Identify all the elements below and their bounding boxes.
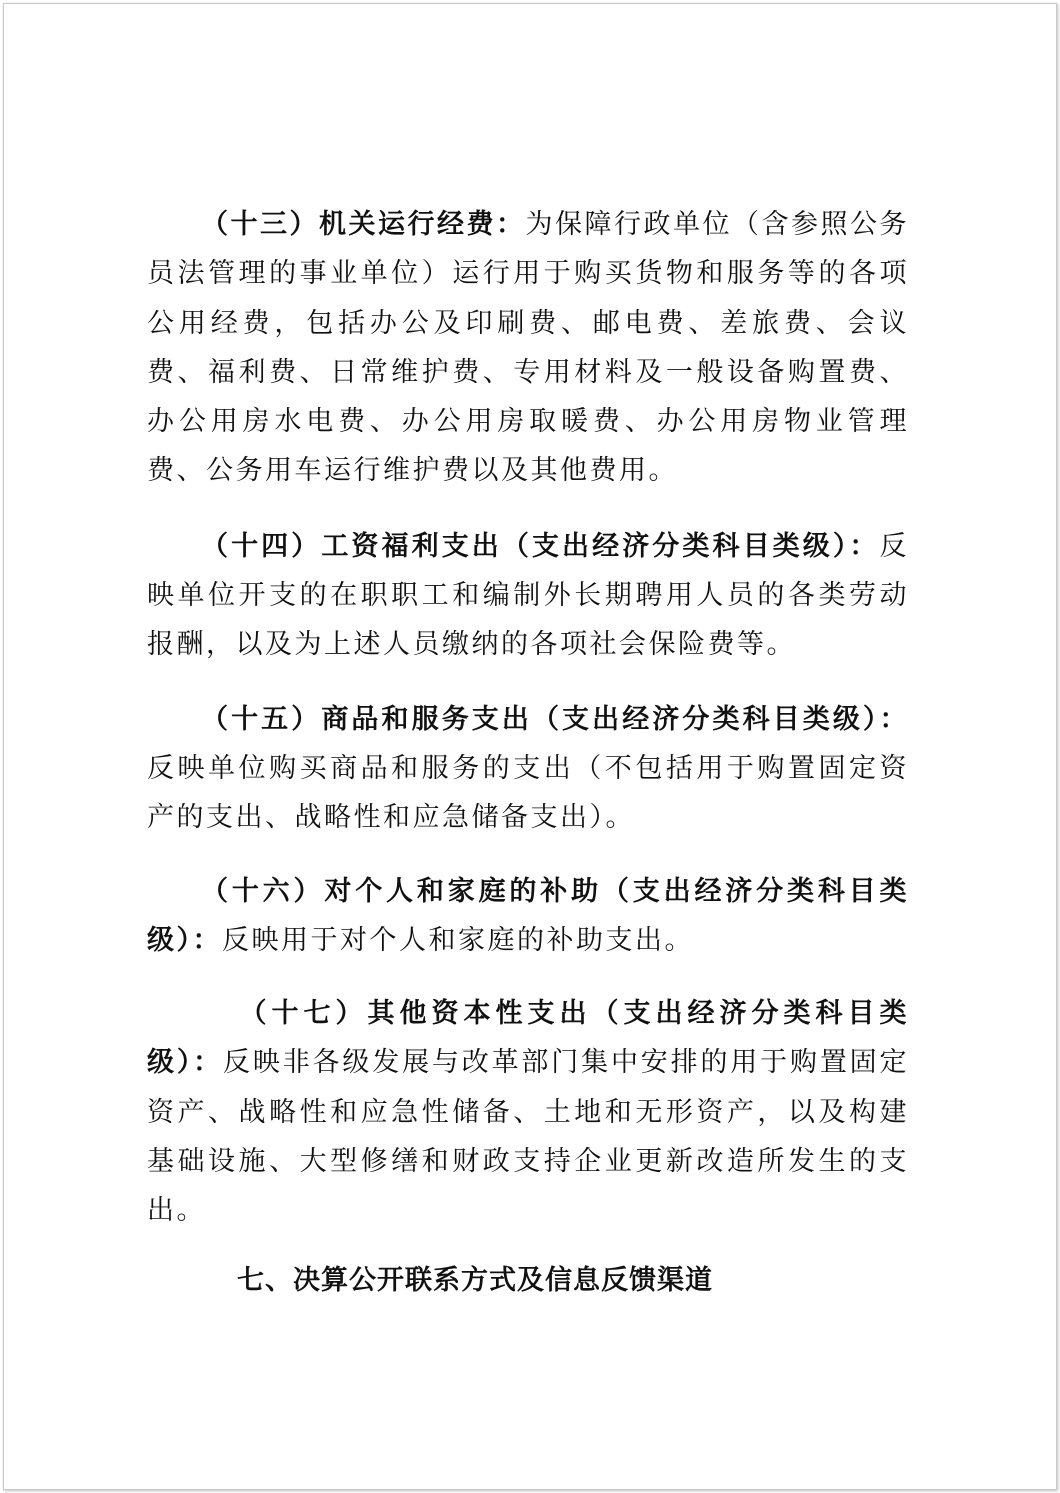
- paragraph-body: 反映用于对个人和家庭的补助支出。: [222, 924, 694, 956]
- section-title: 七、决算公开联系方式及信息反馈渠道: [237, 1264, 713, 1296]
- paragraph-body: 反映单位购买商品和服务的支出（不包括用于购置固定资产的支出、战略性和应急储备支出）。: [147, 752, 909, 834]
- paragraph-body: 反映非各级发展与改革部门集中安排的用于购置固定资产、战略性和应急性储备、土地和无形资产，以及构建基础设施、大型修缮和财政支持企业更新改造所发生的支出。: [147, 1047, 910, 1227]
- paragraph-heading: （十四）工资福利支出（支出经济分类科目类级）：: [201, 530, 880, 562]
- paragraph-17: [147, 989, 909, 1235]
- document-page: [3, 3, 1057, 1490]
- paragraph-16: [147, 867, 909, 966]
- paragraph-heading: （十七）其他资本性支出（支出经济分类科目类级）：: [147, 998, 909, 1079]
- paragraph-body: 反映单位开支的在职职工和编制外长期聘用人员的各类劳动报酬，以及为上述人员缴纳的各项社会保险费等。: [147, 530, 909, 661]
- paragraph-15: [147, 695, 909, 843]
- page-content: [147, 200, 909, 1305]
- paragraph-14: [147, 522, 909, 670]
- paragraph-heading: （十六）对个人和家庭的补助（支出经济分类科目类级）：: [147, 875, 909, 956]
- paragraph-13: [147, 200, 909, 496]
- paragraph-heading: （十五）商品和服务支出（支出经济分类科目类级）：: [201, 703, 909, 735]
- paragraph-heading: （十三）机关运行经费：: [201, 209, 526, 240]
- paragraph-body: 为保障行政单位（含参照公务员法管理的事业单位）运行用于购买货物和服务等的各项公用经费，包括办公及印刷费、邮电费、差旅费、会议费、福利费、日常维护费、专用材料及一般设备购置费、办公用房水电费、办公用房取暖费、办公用房物业管理费、公务用车运行维护费以及其他费用。: [147, 209, 909, 487]
